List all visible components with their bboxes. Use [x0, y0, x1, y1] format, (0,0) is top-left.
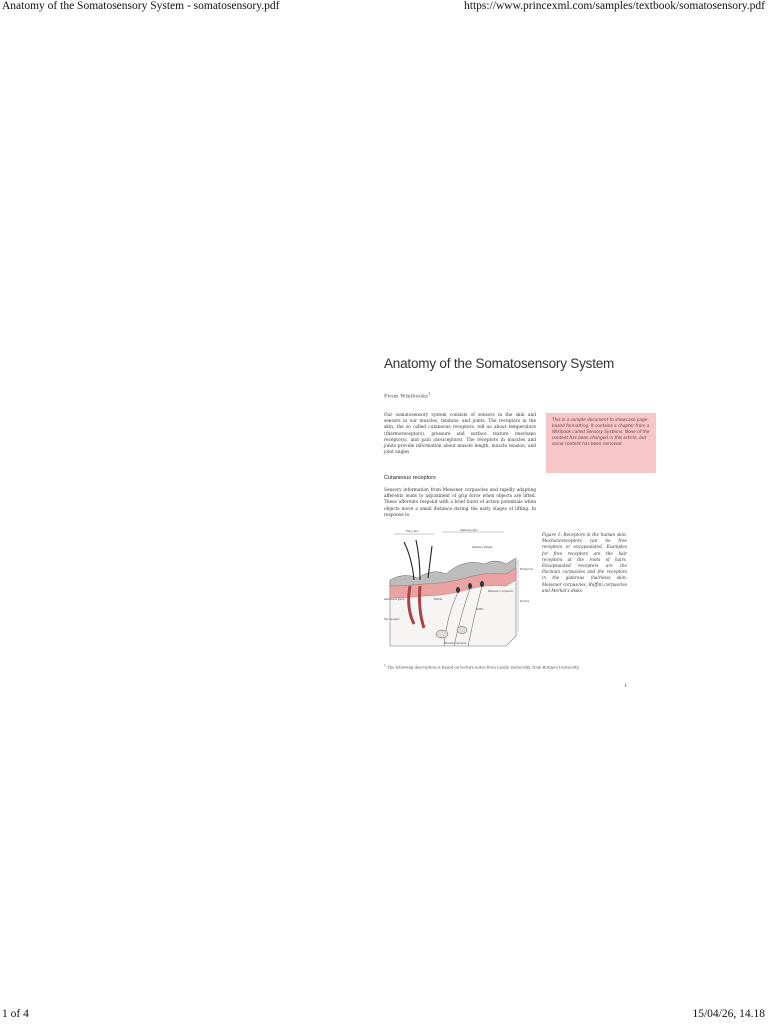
sample-note-box: This is a sample document to showcase page-based formatting. It contains a chapter from a Wikibook called Sensory Systems. None of the content has been changed in this article, but some content has been removed.: [546, 413, 656, 473]
pdf-page: [384, 356, 656, 696]
figure-caption: Figure 1: Receptors in the human skin: Mechanoreceptors can be free receptors or encapsulated. Examples for free receptors are the hair receptors at the roots of hairs. Encapsulated receptors are the Pacinian corpuscles and the receptors in the glabrous (hairless) skin: Meissner corpuscles, Ruffini corpuscles and Merkel's disks.: [542, 532, 627, 593]
label-hair-receptor: Hair receptor: [384, 618, 400, 621]
label-papillary-ridges: Papillary Ridges: [472, 546, 493, 549]
skin-diagram-illustration: [384, 528, 536, 656]
footnote-mark: 1: [384, 663, 386, 667]
label-glabrous-skin: Glabrous skin: [460, 529, 478, 532]
label-ruffini: Ruffini: [476, 608, 484, 611]
label-dermis: Dermis: [520, 600, 530, 603]
label-merkel: Merkel: [434, 598, 442, 601]
print-datetime: 15/04/26, 14.18: [692, 1008, 765, 1020]
footnote-text: The following description is based on lecture notes from Laszlo Zaborszky, from Rutgers University.: [387, 664, 580, 670]
label-hairy-skin: Hairy skin: [406, 530, 419, 533]
label-epidermis: Epidermis: [520, 568, 533, 571]
section-heading: Cutaneous receptors: [384, 475, 436, 481]
print-header: [0, 0, 768, 16]
intro-paragraph: Our somatosensory system consists of sensors in the skin and sensors in our muscles, tendons, and joints. The receptors in the skin, the so called cutaneous receptors, tell us about temperature (thermoreceptors), pressure and surface texture (mechano receptors), and pain (nociceptors). The receptors in muscles and joints provide information about muscle length, muscle tension, and joint angles: [384, 413, 536, 456]
label-sebaceous-gland: Sebaceous gland: [384, 598, 405, 601]
document-title: Anatomy of the Somatosensory System: [384, 356, 615, 371]
print-header-url[interactable]: https://www.princexml.com/samples/textbook/somatosensory.pdf: [464, 0, 765, 12]
print-header-title: Anatomy of the Somatosensory System - somatosensory.pdf: [2, 0, 280, 12]
byline-text: From Wikibooks: [384, 393, 429, 400]
byline-footnote-mark: 1: [428, 392, 431, 396]
footnote: [384, 663, 656, 669]
skin-receptor-figure: [384, 528, 536, 656]
print-footer: [0, 1008, 768, 1024]
page-count: 1 of 4: [2, 1008, 29, 1020]
label-meissner: Meissner's corpuscle: [488, 590, 513, 593]
byline: [384, 392, 431, 400]
section-paragraph: Sensory information from Meissner corpuscles and rapidly adapting afferents leads to adjustment of grip force when objects are lifted. These afferents respond with a brief burst of action potentials when objects move a small distance during the early stages of lifting. In response to: [384, 488, 536, 518]
page-number: 1: [624, 684, 627, 689]
label-pacinian: Pacinian corpuscle: [444, 642, 467, 645]
